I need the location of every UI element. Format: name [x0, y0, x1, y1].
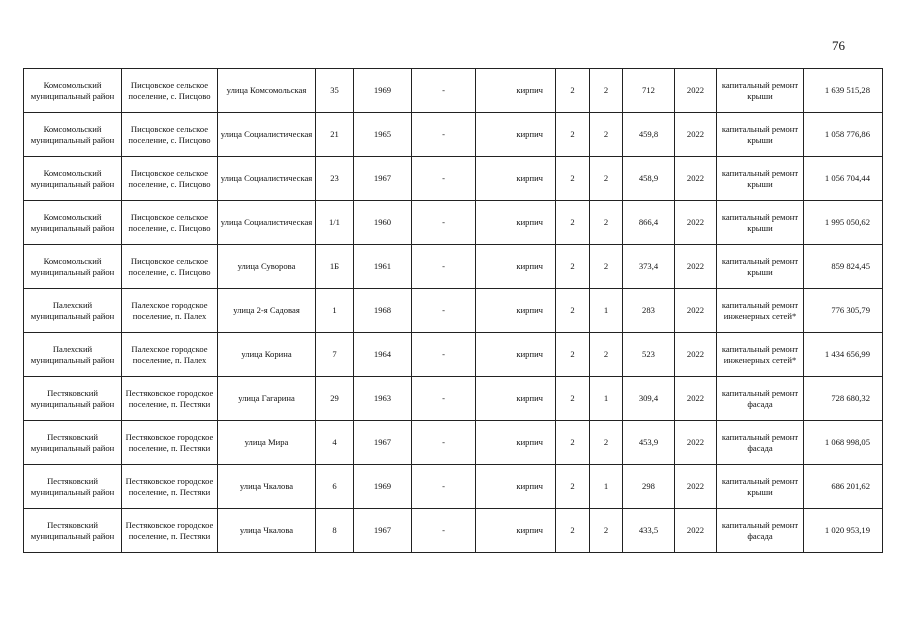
- street-cell: улица Социалистическая: [218, 201, 316, 245]
- repair-type-cell: капитальный ремонт крыши: [717, 465, 804, 509]
- street-cell: улица 2-я Садовая: [218, 289, 316, 333]
- reconstruction-year-cell: -: [412, 509, 476, 553]
- floors-cell: 2: [556, 245, 590, 289]
- repair-type-cell: капитальный ремонт фасада: [717, 421, 804, 465]
- settlement-cell: Палехское городское поселение, п. Палех: [122, 333, 218, 377]
- floors-cell: 2: [556, 157, 590, 201]
- settlement-cell: Писцовское сельское поселение, с. Писцово: [122, 69, 218, 113]
- floors-cell: 2: [556, 509, 590, 553]
- district-cell: Пестяковский муниципальный район: [24, 509, 122, 553]
- plan-year-cell: 2022: [675, 113, 717, 157]
- area-cell: 458,9: [623, 157, 675, 201]
- table-row: [24, 113, 883, 157]
- entrances-cell: 2: [590, 509, 623, 553]
- year-cell: 1964: [354, 333, 412, 377]
- repair-type-cell: капитальный ремонт фасада: [717, 377, 804, 421]
- settlement-cell: Пестяковское городское поселение, п. Пестяки: [122, 465, 218, 509]
- year-cell: 1968: [354, 289, 412, 333]
- cost-cell: 776 305,79: [804, 289, 883, 333]
- floors-cell: 2: [556, 377, 590, 421]
- table-row: [24, 69, 883, 113]
- entrances-cell: 1: [590, 289, 623, 333]
- settlement-cell: Пестяковское городское поселение, п. Пестяки: [122, 421, 218, 465]
- floors-cell: 2: [556, 421, 590, 465]
- plan-year-cell: 2022: [675, 201, 717, 245]
- house-number-cell: 6: [316, 465, 354, 509]
- cost-cell: 1 068 998,05: [804, 421, 883, 465]
- year-cell: 1963: [354, 377, 412, 421]
- street-cell: улица Суворова: [218, 245, 316, 289]
- reconstruction-year-cell: -: [412, 69, 476, 113]
- plan-year-cell: 2022: [675, 157, 717, 201]
- cost-cell: 1 056 704,44: [804, 157, 883, 201]
- table-row: [24, 157, 883, 201]
- street-cell: улица Чкалова: [218, 509, 316, 553]
- area-cell: 459,8: [623, 113, 675, 157]
- house-number-cell: 7: [316, 333, 354, 377]
- house-number-cell: 21: [316, 113, 354, 157]
- plan-year-cell: 2022: [675, 377, 717, 421]
- street-cell: улица Социалистическая: [218, 157, 316, 201]
- cost-cell: 1 995 050,62: [804, 201, 883, 245]
- area-cell: 453,9: [623, 421, 675, 465]
- table-row: [24, 333, 883, 377]
- reconstruction-year-cell: -: [412, 421, 476, 465]
- reconstruction-year-cell: -: [412, 333, 476, 377]
- house-number-cell: 8: [316, 509, 354, 553]
- floors-cell: 2: [556, 289, 590, 333]
- street-cell: улица Мира: [218, 421, 316, 465]
- reconstruction-year-cell: -: [412, 289, 476, 333]
- year-cell: 1965: [354, 113, 412, 157]
- street-cell: улица Корина: [218, 333, 316, 377]
- cost-cell: 686 201,62: [804, 465, 883, 509]
- reconstruction-year-cell: -: [412, 377, 476, 421]
- district-cell: Палехский муниципальный район: [24, 289, 122, 333]
- table-row: [24, 509, 883, 553]
- floors-cell: 2: [556, 333, 590, 377]
- area-cell: 523: [623, 333, 675, 377]
- reconstruction-year-cell: -: [412, 465, 476, 509]
- year-cell: 1967: [354, 157, 412, 201]
- reconstruction-year-cell: -: [412, 113, 476, 157]
- plan-year-cell: 2022: [675, 465, 717, 509]
- reconstruction-year-cell: -: [412, 157, 476, 201]
- repair-type-cell: капитальный ремонт крыши: [717, 201, 804, 245]
- repair-type-cell: капитальный ремонт крыши: [717, 157, 804, 201]
- district-cell: Пестяковский муниципальный район: [24, 377, 122, 421]
- area-cell: 712: [623, 69, 675, 113]
- reconstruction-year-cell: -: [412, 245, 476, 289]
- plan-year-cell: 2022: [675, 289, 717, 333]
- year-cell: 1967: [354, 509, 412, 553]
- floors-cell: 2: [556, 113, 590, 157]
- wall-material-cell: кирпич: [476, 333, 556, 377]
- cost-cell: 1 058 776,86: [804, 113, 883, 157]
- cost-cell: 728 680,32: [804, 377, 883, 421]
- cost-cell: 859 824,45: [804, 245, 883, 289]
- street-cell: улица Чкалова: [218, 465, 316, 509]
- district-cell: Комсомольский муниципальный район: [24, 69, 122, 113]
- wall-material-cell: кирпич: [476, 465, 556, 509]
- reconstruction-year-cell: -: [412, 201, 476, 245]
- repair-type-cell: капитальный ремонт инженерных сетей*: [717, 289, 804, 333]
- area-cell: 433,5: [623, 509, 675, 553]
- cost-cell: 1 639 515,28: [804, 69, 883, 113]
- floors-cell: 2: [556, 69, 590, 113]
- district-cell: Комсомольский муниципальный район: [24, 113, 122, 157]
- wall-material-cell: кирпич: [476, 377, 556, 421]
- floors-cell: 2: [556, 465, 590, 509]
- year-cell: 1961: [354, 245, 412, 289]
- plan-year-cell: 2022: [675, 509, 717, 553]
- floors-cell: 2: [556, 201, 590, 245]
- cost-cell: 1 020 953,19: [804, 509, 883, 553]
- wall-material-cell: кирпич: [476, 201, 556, 245]
- house-number-cell: 23: [316, 157, 354, 201]
- district-cell: Комсомольский муниципальный район: [24, 157, 122, 201]
- repair-type-cell: капитальный ремонт крыши: [717, 245, 804, 289]
- entrances-cell: 2: [590, 113, 623, 157]
- table-row: [24, 421, 883, 465]
- settlement-cell: Писцовское сельское поселение, с. Писцово: [122, 245, 218, 289]
- year-cell: 1967: [354, 421, 412, 465]
- table-row: [24, 377, 883, 421]
- area-cell: 373,4: [623, 245, 675, 289]
- wall-material-cell: кирпич: [476, 69, 556, 113]
- area-cell: 866,4: [623, 201, 675, 245]
- plan-year-cell: 2022: [675, 421, 717, 465]
- house-number-cell: 1Б: [316, 245, 354, 289]
- house-number-cell: 4: [316, 421, 354, 465]
- area-cell: 298: [623, 465, 675, 509]
- district-cell: Пестяковский муниципальный район: [24, 465, 122, 509]
- wall-material-cell: кирпич: [476, 509, 556, 553]
- repair-type-cell: капитальный ремонт крыши: [717, 113, 804, 157]
- entrances-cell: 2: [590, 333, 623, 377]
- entrances-cell: 2: [590, 201, 623, 245]
- repair-type-cell: капитальный ремонт фасада: [717, 509, 804, 553]
- entrances-cell: 1: [590, 377, 623, 421]
- area-cell: 309,4: [623, 377, 675, 421]
- street-cell: улица Гагарина: [218, 377, 316, 421]
- table-row: [24, 465, 883, 509]
- entrances-cell: 1: [590, 465, 623, 509]
- district-cell: Комсомольский муниципальный район: [24, 245, 122, 289]
- street-cell: улица Комсомольская: [218, 69, 316, 113]
- table-row: [24, 289, 883, 333]
- page-number: 76: [832, 38, 845, 53]
- district-cell: Пестяковский муниципальный район: [24, 421, 122, 465]
- year-cell: 1960: [354, 201, 412, 245]
- plan-year-cell: 2022: [675, 333, 717, 377]
- housing-registry-table: [23, 68, 883, 553]
- repair-type-cell: капитальный ремонт крыши: [717, 69, 804, 113]
- year-cell: 1969: [354, 465, 412, 509]
- street-cell: улица Социалистическая: [218, 113, 316, 157]
- entrances-cell: 2: [590, 69, 623, 113]
- settlement-cell: Пестяковское городское поселение, п. Пестяки: [122, 377, 218, 421]
- district-cell: Комсомольский муниципальный район: [24, 201, 122, 245]
- entrances-cell: 2: [590, 421, 623, 465]
- entrances-cell: 2: [590, 245, 623, 289]
- settlement-cell: Писцовское сельское поселение, с. Писцово: [122, 157, 218, 201]
- repair-type-cell: капитальный ремонт инженерных сетей*: [717, 333, 804, 377]
- wall-material-cell: кирпич: [476, 421, 556, 465]
- year-cell: 1969: [354, 69, 412, 113]
- table-row: [24, 201, 883, 245]
- settlement-cell: Пестяковское городское поселение, п. Пестяки: [122, 509, 218, 553]
- settlement-cell: Палехское городское поселение, п. Палех: [122, 289, 218, 333]
- entrances-cell: 2: [590, 157, 623, 201]
- plan-year-cell: 2022: [675, 245, 717, 289]
- house-number-cell: 35: [316, 69, 354, 113]
- wall-material-cell: кирпич: [476, 113, 556, 157]
- cost-cell: 1 434 656,99: [804, 333, 883, 377]
- district-cell: Палехский муниципальный район: [24, 333, 122, 377]
- table-row: [24, 245, 883, 289]
- wall-material-cell: кирпич: [476, 157, 556, 201]
- area-cell: 283: [623, 289, 675, 333]
- house-number-cell: 1/1: [316, 201, 354, 245]
- wall-material-cell: кирпич: [476, 289, 556, 333]
- plan-year-cell: 2022: [675, 69, 717, 113]
- wall-material-cell: кирпич: [476, 245, 556, 289]
- house-number-cell: 1: [316, 289, 354, 333]
- settlement-cell: Писцовское сельское поселение, с. Писцово: [122, 201, 218, 245]
- house-number-cell: 29: [316, 377, 354, 421]
- settlement-cell: Писцовское сельское поселение, с. Писцово: [122, 113, 218, 157]
